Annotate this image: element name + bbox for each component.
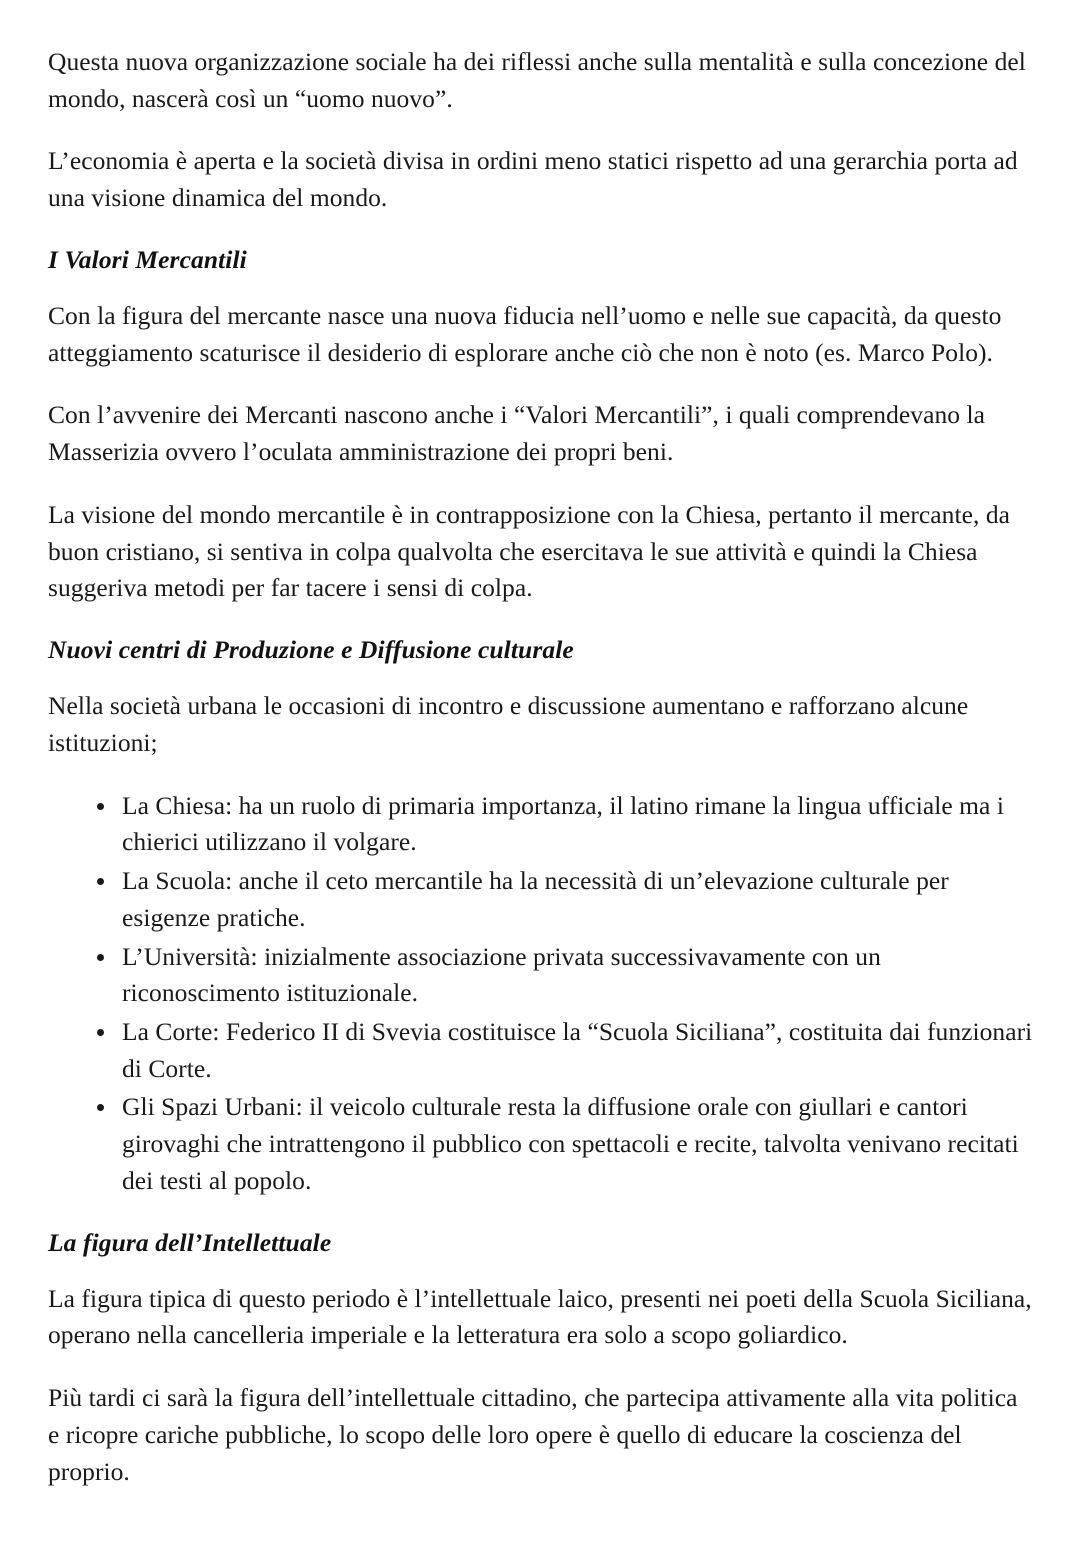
- paragraph-intellettuale-cittadino: Più tardi ci sarà la figura dell’intellettuale cittadino, che partecipa attivamente alla vita politica e ricopre cariche pubbliche, lo scopo delle loro opere è quello di educare la coscienza del proprio.: [48, 1383, 1018, 1486]
- list-item: L’Università: inizialmente associazione privata successivavamente con un riconoscimento istituzionale.: [94, 939, 1033, 1012]
- list-item: La Chiesa: ha un ruolo di primaria importanza, il latino rimane la lingua ufficiale ma i chierici utilizzano il volgare.: [94, 788, 1033, 861]
- list-item: La Corte: Federico II di Svevia costituisce la “Scuola Siciliana”, costituita dai funzionari di Corte.: [94, 1014, 1033, 1087]
- paragraph-intellettuale-laico: La figura tipica di questo periodo è l’intellettuale laico, presenti nei poeti della Scuola Siciliana, operano nella cancelleria imperiale e la letteratura era solo a scopo goliardico.: [48, 1283, 1032, 1350]
- paragraph-visione-mondo-mercantile: La visione del mondo mercantile è in contrapposizione con la Chiesa, pertanto il mercante, da buon cristiano, si sentiva in colpa qualvolta che esercitava le sue attività e quindi la Chiesa suggeriva metodi per far tacere i sensi di colpa.: [48, 499, 1010, 603]
- list-istituzioni: [48, 788, 1033, 1200]
- paragraph-societa-urbana: Nella società urbana le occasioni di incontro e discussione aumentano e rafforzano alcune istituzioni;: [48, 691, 969, 757]
- paragraph-figura-mercante: Con la figura del mercante nasce una nuova fiducia nell’uomo e nelle sue capacità, da questo atteggiamento scaturisce il desiderio di esplorare anche ciò che non è noto (es. Marco Polo).: [48, 301, 1002, 367]
- heading-nuovi-centri: Nuovi centri di Produzione e Diffusione culturale: [48, 635, 574, 665]
- heading-valori-mercantili: I Valori Mercantili: [48, 244, 247, 274]
- list-item: La Scuola: anche il ceto mercantile ha la necessità di un’elevazione culturale per esigenze pratiche.: [94, 863, 1033, 936]
- document-body: [48, 44, 1033, 1490]
- paragraph-nuova-organizzazione: Questa nuova organizzazione sociale ha dei riflessi anche sulla mentalità e sulla concezione del mondo, nascerà così un “uomo nuovo”.: [48, 47, 1026, 113]
- list-item: Gli Spazi Urbani: il veicolo culturale resta la diffusione orale con giullari e cantori girovaghi che intrattengono il pubblico con spettacoli e recite, talvolta venivano recitati dei testi al popolo.: [94, 1089, 1033, 1199]
- heading-figura-intellettuale: La figura dell’Intellettuale: [48, 1227, 332, 1257]
- paragraph-economia-aperta: L’economia è aperta e la società divisa in ordini meno statici rispetto ad una gerarchia porta ad una visione dinamica del mondo.: [48, 146, 1018, 213]
- paragraph-avvenire-mercanti: Con l’avvenire dei Mercanti nascono anche i “Valori Mercantili”, i quali comprendevano la Masserizia ovvero l’oculata amministrazione dei propri beni.: [48, 400, 985, 467]
